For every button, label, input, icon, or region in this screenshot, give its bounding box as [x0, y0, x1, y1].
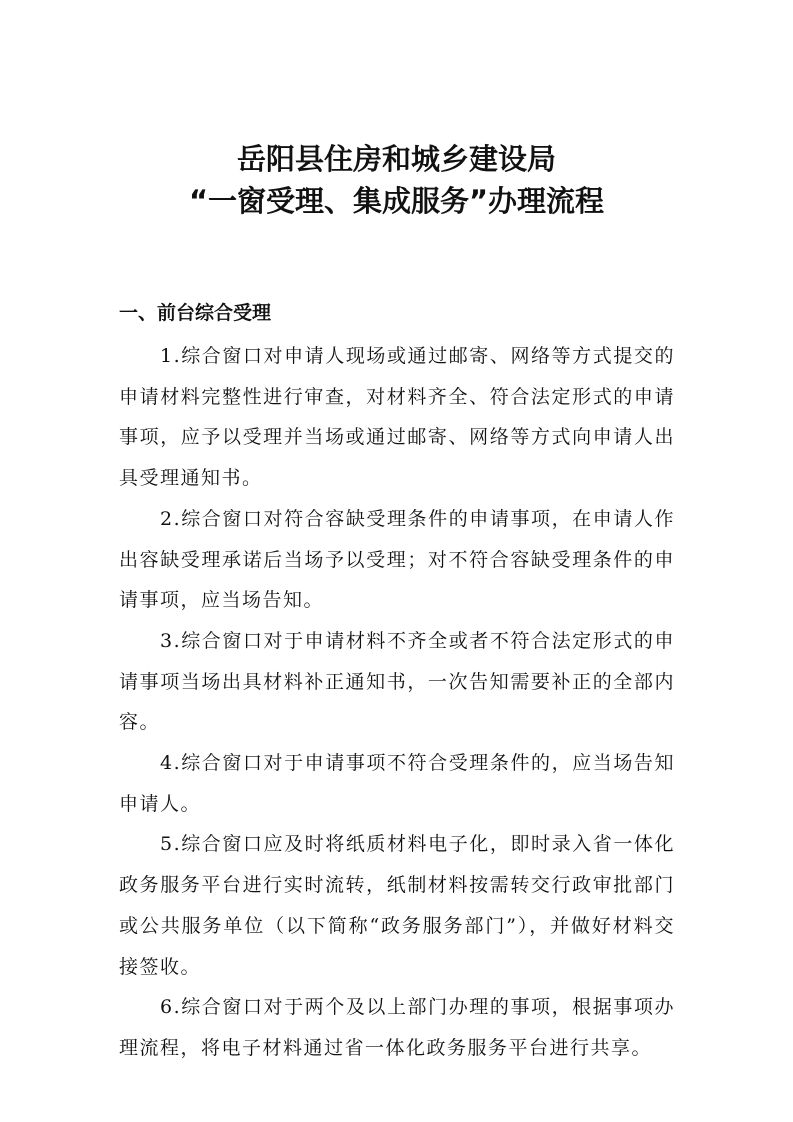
paragraph-6: 6.综合窗口对于两个及以上部门办理的事项，根据事项办理流程，将电子材料通过省一体化政务服务平台进行共享。 [119, 996, 675, 1059]
section-heading: 一、前台综合受理 [119, 302, 272, 324]
document-title-line-1: 岳阳县住房和城乡建设局 [236, 142, 556, 176]
document-body [119, 336, 675, 1069]
document-title-line-2: “一窗受理、集成服务”办理流程 [188, 184, 605, 218]
paragraph-2: 2.综合窗口对符合容缺受理条件的申请事项，在申请人作出容缺受理承诺后当场予以受理；对不符合容缺受理条件的申请事项，应当场告知。 [119, 507, 675, 612]
paragraph-5: 5.综合窗口应及时将纸质材料电子化，即时录入省一体化政务服务平台进行实时流转，纸制材料按需转交行政审批部门或公共服务单位（以下简称“政务服务部门”），并做好材料交接签收。 [119, 833, 675, 978]
paragraph-3: 3.综合窗口对于申请材料不齐全或者不符合法定形式的申请事项当场出具材料补正通知书，一次告知需要补正的全部内容。 [119, 629, 675, 734]
paragraph-4: 4.综合窗口对于申请事项不符合受理条件的，应当场告知申请人。 [119, 752, 675, 815]
paragraph-1: 1.综合窗口对申请人现场或通过邮寄、网络等方式提交的申请材料完整性进行审查，对材料齐全、符合法定形式的申请事项，应予以受理并当场或通过邮寄、网络等方式向申请人出具受理通知书。 [119, 345, 675, 490]
